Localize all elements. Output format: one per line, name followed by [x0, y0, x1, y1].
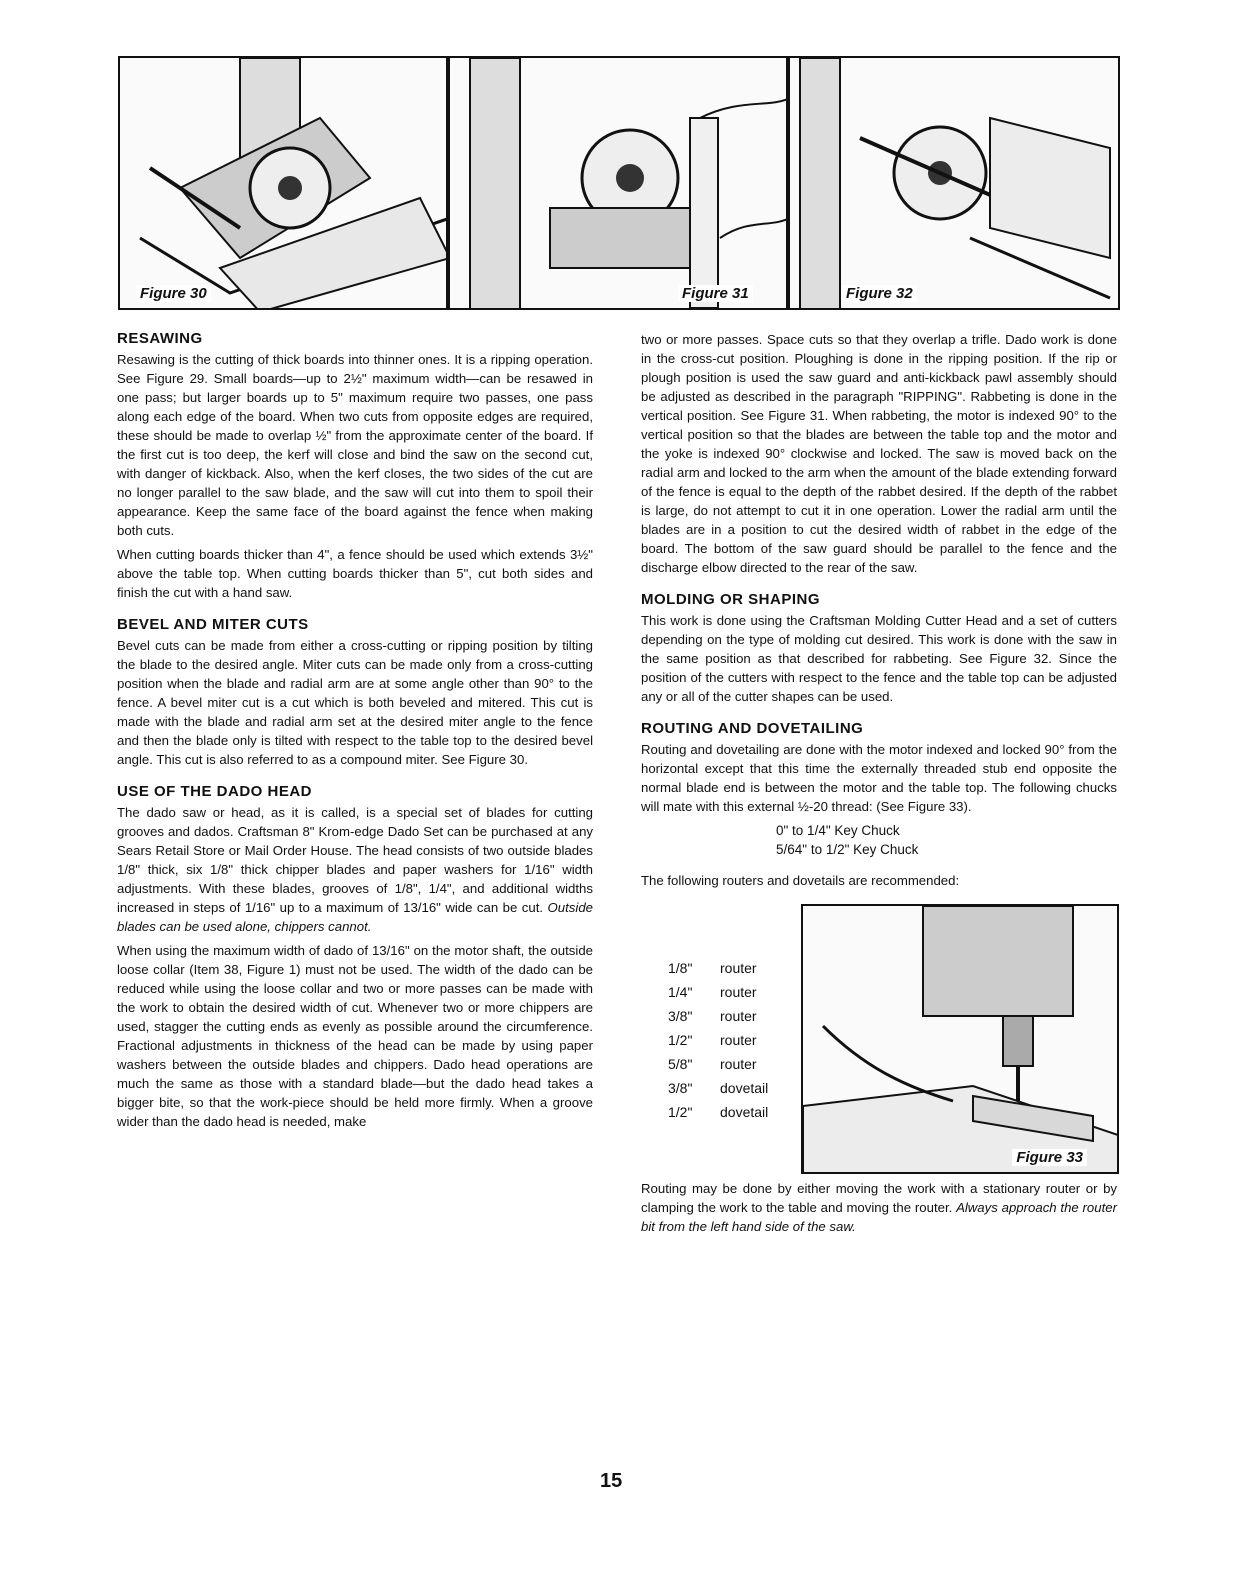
- figure-33-label: Figure 33: [1012, 1149, 1087, 1166]
- router-type: dovetail: [720, 1080, 769, 1096]
- router-size: 1/8": [668, 960, 693, 976]
- router-type: router: [720, 1056, 757, 1072]
- dado-paragraph-1: [117, 803, 593, 936]
- chuck-item-1: 0" to 1/4" Key Chuck: [776, 823, 900, 838]
- dado-paragraph-2: When using the maximum width of dado of 13/16" on the motor shaft, the outside loose collar (Item 38, Figure 1) must not be used. The width of the dado can be reduced while using the loose collar and two or more passes can be made with the work to obtain the desired width of cut. Whenever two or more chippers are used, stagger the cutting ends as evenly as possible around the circumference. Fractional adjustments in thickness of the head can be made by using paper washers between the outside blades and chippers. Dado head operations are much the same as those with a standard blade—but the dado head takes a bigger bite, so that the work-piece should be held more firmly. When a groove wider than the dado head is needed, make: [117, 943, 593, 1129]
- router-type: router: [720, 1008, 757, 1024]
- chuck-item-2: 5/64" to 1/2" Key Chuck: [776, 842, 919, 857]
- molding-paragraph: This work is done using the Craftsman Molding Cutter Head and a set of cutters depending on the type of molding cut desired. This work is done with the saw in the same position as that described for rabbeting. See Figure 32. Since the position of the cutters with respect to the fence and the table top can be adjusted any or all of the cutter shapes can be used.: [641, 613, 1117, 704]
- router-item: [668, 1052, 768, 1076]
- router-block: [641, 904, 1117, 1179]
- router-size: 5/8": [668, 1056, 693, 1072]
- chuck-list: [776, 821, 1117, 859]
- figure-32-label: Figure 32: [842, 285, 917, 302]
- dovetail-item: [668, 1100, 768, 1124]
- figure-32-illustration: [788, 56, 1120, 310]
- figure-30-illustration: [118, 56, 448, 310]
- router-item: [668, 1028, 768, 1052]
- left-column: [117, 330, 593, 1145]
- resawing-section: [117, 330, 593, 602]
- bevel-section: [117, 616, 593, 769]
- dado-continued-section: [641, 330, 1117, 577]
- dado-paragraph-1-emphasis: Outside blades can be used alone, chippers cannot.: [117, 900, 593, 934]
- routing-paragraph: Routing and dovetailing are done with the motor indexed and locked 90° from the horizontal except that this time the externally threaded stub end opposite the normal blade end is between the motor and the table top. The following chucks will mate with this external ½-20 thread: (See Figure 33).: [641, 742, 1117, 814]
- router-size: 1/2": [668, 1032, 693, 1048]
- dado-heading: USE OF THE DADO HEAD: [117, 783, 313, 800]
- figure-31-label: Figure 31: [678, 285, 753, 302]
- router-list: [668, 956, 768, 1124]
- router-type: router: [720, 1032, 757, 1048]
- saw-drawing-icon: [120, 58, 448, 310]
- dado-paragraph-1-text: The dado saw or head, as it is called, is a special set of blades for cutting grooves and dados. Craftsman 8" Krom-edge Dado Set can be purchased at any Sears Retail Store or Mail Order House. The head consists of two outside blades 1/8" thick, six 1/8" thick chipper blades and paper washers for 1/16" width adjustments. With these blades, grooves of 1/8", 1/4", and additional widths increased in steps of 1/16" up to a maximum of 13/16" wide can be cut.: [117, 805, 593, 915]
- dado-continued-paragraph: two or more passes. Space cuts so that they overlap a trifle. Dado work is done in the cross-cut position. Ploughing is done in the ripping position. If the rip or plough position is used the saw guard and anti-kickback pawl assembly should be adjusted as described in the paragraph "RIPPING". Rabbeting is done in the vertical position. See Figure 31. When rabbeting, the motor is indexed 90° to the vertical position so that the blades are between the table top and the motor and the yoke is indexed 90° clockwise and locked. The saw is moved back on the radial arm and locked to the arm when the amount of the blade extending forward of the fence is equal to the depth of the rabbet desired. If the depth of the rabbet is large, do not attempt to cut it in one operation. Lower the radial arm until the blades are in a position to cut the desired width of rabbet in the edge of the board. The bottom of the saw guard should be parallel to the fence and the discharge elbow directed to the rear of the saw.: [641, 332, 1117, 575]
- resawing-heading: RESAWING: [117, 330, 203, 347]
- resawing-paragraph-2: When cutting boards thicker than 4", a fence should be used which extends 3½" above the table top. When cutting boards thicker than 5", cut both sides and finish the cut with a hand saw.: [117, 547, 593, 600]
- router-drawing-icon: [803, 906, 1119, 1174]
- router-type: router: [720, 984, 757, 1000]
- router-item: [668, 980, 768, 1004]
- rabbeting-drawing-icon: [450, 58, 788, 310]
- page-number: 15: [600, 1470, 623, 1492]
- molding-section: [641, 591, 1117, 706]
- figure-33-illustration: [801, 904, 1119, 1174]
- bevel-heading: BEVEL AND MITER CUTS: [117, 616, 309, 633]
- bevel-paragraph: Bevel cuts can be made from either a cross-cutting or ripping position by tilting the blade to the desired angle. Miter cuts can be made only from a cross-cutting position when the blade and radial arm are at some angle other than 90° to the fence. A bevel miter cut is a cut which is both beveled and mitered. This cut is made with the blade and radial arm set at the desired miter angle to the fence and then the blade only is tilted with respect to the table top to the desired bevel angle. This cut is also referred to as a compound miter. See Figure 30.: [117, 638, 593, 767]
- molding-drawing-icon: [790, 58, 1120, 310]
- router-type: router: [720, 960, 757, 976]
- router-size: 3/8": [668, 1080, 693, 1096]
- router-size: 3/8": [668, 1008, 693, 1024]
- routing-heading: ROUTING AND DOVETAILING: [641, 720, 864, 737]
- resawing-paragraph-1: Resawing is the cutting of thick boards into thinner ones. It is a ripping operation. See Figure 29. Small boards—up to 2½" maximum width—can be resawed in one pass; but larger boards up to 5" maximum require two passes, one pass along each edge of the board. When two cuts from opposite edges are required, these should be made to overlap ½" from the approximate center of the board. If the first cut is too deep, the kerf will close and bind the saw on the second cut, with danger of kickback. Also, when the kerf closes, the two sides of the cut are no longer parallel to the saw blade, and the saw will cut into them to spoil their appearance. Keep the same face of the board against the fence when making both cuts.: [117, 352, 593, 538]
- right-column: [641, 330, 1117, 1250]
- dado-section: [117, 783, 593, 1131]
- router-type: dovetail: [720, 1104, 769, 1120]
- figure-30-label: Figure 30: [136, 285, 211, 302]
- router-size: 1/2": [668, 1104, 693, 1120]
- router-size: 1/4": [668, 984, 693, 1000]
- figure-31-illustration: [448, 56, 788, 310]
- router-item: [668, 1004, 768, 1028]
- routing-section: [641, 720, 1117, 1236]
- routing-final-paragraph: [641, 1179, 1117, 1236]
- figure-strip: [118, 56, 1120, 310]
- recommend-text: The following routers and dovetails are recommended:: [641, 873, 960, 888]
- routing-final-emphasis: Always approach the router bit from the left hand side of the saw.: [641, 1200, 1117, 1234]
- molding-heading: MOLDING OR SHAPING: [641, 591, 821, 608]
- router-item: [668, 956, 768, 980]
- dovetail-item: [668, 1076, 768, 1100]
- routing-final-text: Routing may be done by either moving the work with a stationary router or by clamping the work to the table and moving the router.: [641, 1181, 1117, 1215]
